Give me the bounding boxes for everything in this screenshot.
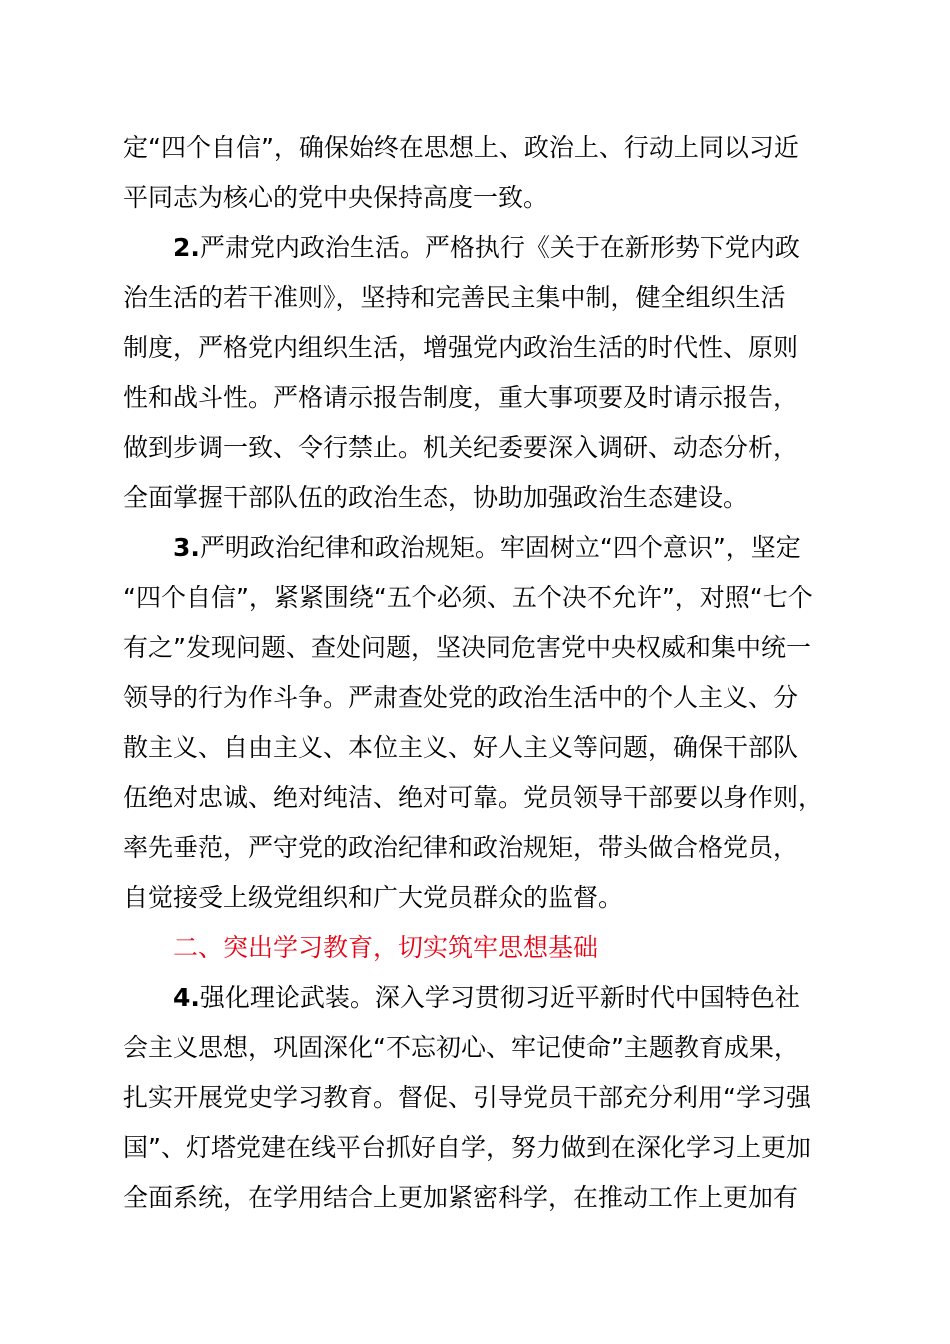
body-line: 制度，严格党内组织生活，增强党内政治生活的时代性、原则 xyxy=(123,333,799,362)
body-line: 治生活的若干准则》，坚持和完善民主集中制，健全组织生活 xyxy=(123,283,786,312)
body-line: “四个自信”，紧紧围绕“五个必须、五个决不允许”，对照“七个 xyxy=(123,583,813,612)
item-number: 2. xyxy=(173,233,200,262)
item-4-first-line xyxy=(173,973,843,1023)
body-line: 平同志为核心的党中央保持高度一致。 xyxy=(123,183,549,212)
body-line: 全面系统，在学用结合上更加紧密科学，在推动工作上更加有 xyxy=(123,1183,799,1212)
item-number: 3. xyxy=(173,533,200,562)
body-line: 自觉接受上级党组织和广大党员群众的监督。 xyxy=(123,883,624,912)
item-2-first-line xyxy=(173,223,843,273)
body-line: 国”、灯塔党建在线平台抓好自学，努力做到在深化学习上更加 xyxy=(123,1133,811,1162)
body-line: 散主义、自由主义、本位主义、好人主义等问题，确保干部队 xyxy=(123,733,799,762)
item-number: 4. xyxy=(173,983,200,1012)
body-line: 领导的行为作斗争。严肃查处党的政治生活中的个人主义、分 xyxy=(123,683,799,712)
item-3-title: 严明政治纪律和政治规矩。牢固树立“四个意识”，坚定 xyxy=(199,533,801,562)
item-2-title: 严肃党内政治生活。严格执行《关于在新形势下党内政 xyxy=(199,233,800,262)
body-line: 率先垂范，严守党的政治纪律和政治规矩，带头做合格党员， xyxy=(123,833,799,862)
body-line: 性和战斗性。严格请示报告制度，重大事项要及时请示报告， xyxy=(123,383,799,412)
body-line: 定“四个自信”，确保始终在思想上、政治上、行动上同以习近 xyxy=(123,133,799,162)
body-line: 会主义思想，巩固深化“不忘初心、牢记使命”主题教育成果， xyxy=(123,1033,799,1062)
section-heading: 二、突出学习教育，切实筑牢思想基础 xyxy=(173,933,599,962)
body-line: 有之”发现问题、查处问题，坚决同危害党中央权威和集中统一 xyxy=(123,633,811,662)
body-line: 做到步调一致、令行禁止。机关纪委要深入调研、动态分析， xyxy=(123,433,799,462)
body-line: 伍绝对忠诚、绝对纯洁、绝对可靠。党员领导干部要以身作则， xyxy=(123,783,824,812)
item-4-title: 强化理论武装。深入学习贯彻习近平新时代中国特色社 xyxy=(199,983,800,1012)
body-line: 扎实开展党史学习教育。督促、引导党员干部充分利用“学习强 xyxy=(123,1083,811,1112)
item-3-first-line xyxy=(173,523,843,573)
body-line: 全面掌握干部队伍的政治生态，协助加强政治生态建设。 xyxy=(123,483,749,512)
